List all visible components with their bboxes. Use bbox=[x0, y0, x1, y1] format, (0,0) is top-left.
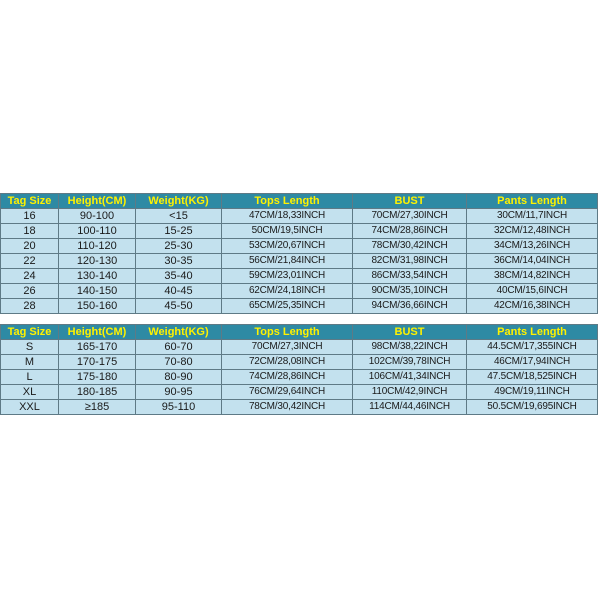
cell-bust: 94CM/36,66INCH bbox=[353, 299, 467, 314]
cell-size: L bbox=[1, 370, 59, 385]
cell-size: 22 bbox=[1, 254, 59, 269]
header-bust: BUST bbox=[353, 194, 467, 209]
cell-bust: 74CM/28,86INCH bbox=[353, 224, 467, 239]
cell-tops: 56CM/21,84INCH bbox=[222, 254, 353, 269]
cell-height: 120-130 bbox=[59, 254, 136, 269]
cell-pants: 34CM/13,26INCH bbox=[467, 239, 598, 254]
section-spacer bbox=[1, 314, 598, 325]
cell-bust: 90CM/35,10INCH bbox=[353, 284, 467, 299]
header-pants-length: Pants Length bbox=[467, 325, 598, 340]
cell-pants: 49CM/19,11INCH bbox=[467, 385, 598, 400]
cell-weight: 95-110 bbox=[136, 400, 222, 415]
cell-height: 100-110 bbox=[59, 224, 136, 239]
cell-weight: 90-95 bbox=[136, 385, 222, 400]
table-row bbox=[1, 209, 598, 224]
cell-bust: 86CM/33,54INCH bbox=[353, 269, 467, 284]
cell-weight: 35-40 bbox=[136, 269, 222, 284]
cell-height: ≥185 bbox=[59, 400, 136, 415]
cell-pants: 47.5CM/18,525INCH bbox=[467, 370, 598, 385]
cell-height: 90-100 bbox=[59, 209, 136, 224]
cell-weight: 25-30 bbox=[136, 239, 222, 254]
header-tag-size: Tag Size bbox=[1, 194, 59, 209]
cell-bust: 102CM/39,78INCH bbox=[353, 355, 467, 370]
cell-size: XXL bbox=[1, 400, 59, 415]
table-row bbox=[1, 400, 598, 415]
table-row bbox=[1, 370, 598, 385]
cell-tops: 62CM/24,18INCH bbox=[222, 284, 353, 299]
table-row bbox=[1, 239, 598, 254]
cell-height: 180-185 bbox=[59, 385, 136, 400]
cell-bust: 106CM/41,34INCH bbox=[353, 370, 467, 385]
header-height: Height(CM) bbox=[59, 325, 136, 340]
table-row bbox=[1, 385, 598, 400]
cell-pants: 50.5CM/19,695INCH bbox=[467, 400, 598, 415]
cell-height: 165-170 bbox=[59, 340, 136, 355]
cell-height: 110-120 bbox=[59, 239, 136, 254]
cell-size: 26 bbox=[1, 284, 59, 299]
cell-pants: 36CM/14,04INCH bbox=[467, 254, 598, 269]
header-weight: Weight(KG) bbox=[136, 325, 222, 340]
cell-height: 130-140 bbox=[59, 269, 136, 284]
table-row bbox=[1, 269, 598, 284]
header-pants-length: Pants Length bbox=[467, 194, 598, 209]
header-height: Height(CM) bbox=[59, 194, 136, 209]
cell-pants: 44.5CM/17,355INCH bbox=[467, 340, 598, 355]
cell-size: XL bbox=[1, 385, 59, 400]
cell-pants: 38CM/14,82INCH bbox=[467, 269, 598, 284]
cell-size: 28 bbox=[1, 299, 59, 314]
cell-tops: 74CM/28,86INCH bbox=[222, 370, 353, 385]
header-tops-length: Tops Length bbox=[222, 194, 353, 209]
cell-weight: 30-35 bbox=[136, 254, 222, 269]
cell-tops: 72CM/28,08INCH bbox=[222, 355, 353, 370]
cell-weight: 80-90 bbox=[136, 370, 222, 385]
cell-tops: 78CM/30,42INCH bbox=[222, 400, 353, 415]
cell-bust: 82CM/31,98INCH bbox=[353, 254, 467, 269]
cell-weight: 40-45 bbox=[136, 284, 222, 299]
kids-header-row bbox=[1, 194, 598, 209]
cell-pants: 42CM/16,38INCH bbox=[467, 299, 598, 314]
table-row bbox=[1, 224, 598, 239]
cell-size: M bbox=[1, 355, 59, 370]
cell-bust: 110CM/42,9INCH bbox=[353, 385, 467, 400]
cell-height: 170-175 bbox=[59, 355, 136, 370]
cell-height: 150-160 bbox=[59, 299, 136, 314]
cell-pants: 46CM/17,94INCH bbox=[467, 355, 598, 370]
cell-bust: 70CM/27,30INCH bbox=[353, 209, 467, 224]
cell-bust: 78CM/30,42INCH bbox=[353, 239, 467, 254]
cell-tops: 50CM/19,5INCH bbox=[222, 224, 353, 239]
cell-weight: 45-50 bbox=[136, 299, 222, 314]
header-bust: BUST bbox=[353, 325, 467, 340]
table-row bbox=[1, 254, 598, 269]
cell-tops: 59CM/23,01INCH bbox=[222, 269, 353, 284]
cell-size: 24 bbox=[1, 269, 59, 284]
cell-weight: 15-25 bbox=[136, 224, 222, 239]
header-tops-length: Tops Length bbox=[222, 325, 353, 340]
table-row bbox=[1, 299, 598, 314]
header-tag-size: Tag Size bbox=[1, 325, 59, 340]
cell-tops: 70CM/27,3INCH bbox=[222, 340, 353, 355]
cell-weight: 60-70 bbox=[136, 340, 222, 355]
cell-tops: 65CM/25,35INCH bbox=[222, 299, 353, 314]
table-row bbox=[1, 284, 598, 299]
cell-size: 16 bbox=[1, 209, 59, 224]
cell-weight: 70-80 bbox=[136, 355, 222, 370]
table-row bbox=[1, 340, 598, 355]
table-row bbox=[1, 355, 598, 370]
adults-header-row bbox=[1, 325, 598, 340]
cell-bust: 98CM/38,22INCH bbox=[353, 340, 467, 355]
cell-tops: 53CM/20,67INCH bbox=[222, 239, 353, 254]
cell-pants: 30CM/11,7INCH bbox=[467, 209, 598, 224]
cell-bust: 114CM/44,46INCH bbox=[353, 400, 467, 415]
cell-height: 140-150 bbox=[59, 284, 136, 299]
cell-tops: 76CM/29,64INCH bbox=[222, 385, 353, 400]
header-weight: Weight(KG) bbox=[136, 194, 222, 209]
cell-pants: 32CM/12,48INCH bbox=[467, 224, 598, 239]
size-chart-table bbox=[0, 193, 598, 415]
cell-pants: 40CM/15,6INCH bbox=[467, 284, 598, 299]
cell-size: S bbox=[1, 340, 59, 355]
cell-weight: <15 bbox=[136, 209, 222, 224]
cell-tops: 47CM/18,33INCH bbox=[222, 209, 353, 224]
cell-size: 18 bbox=[1, 224, 59, 239]
cell-height: 175-180 bbox=[59, 370, 136, 385]
cell-size: 20 bbox=[1, 239, 59, 254]
